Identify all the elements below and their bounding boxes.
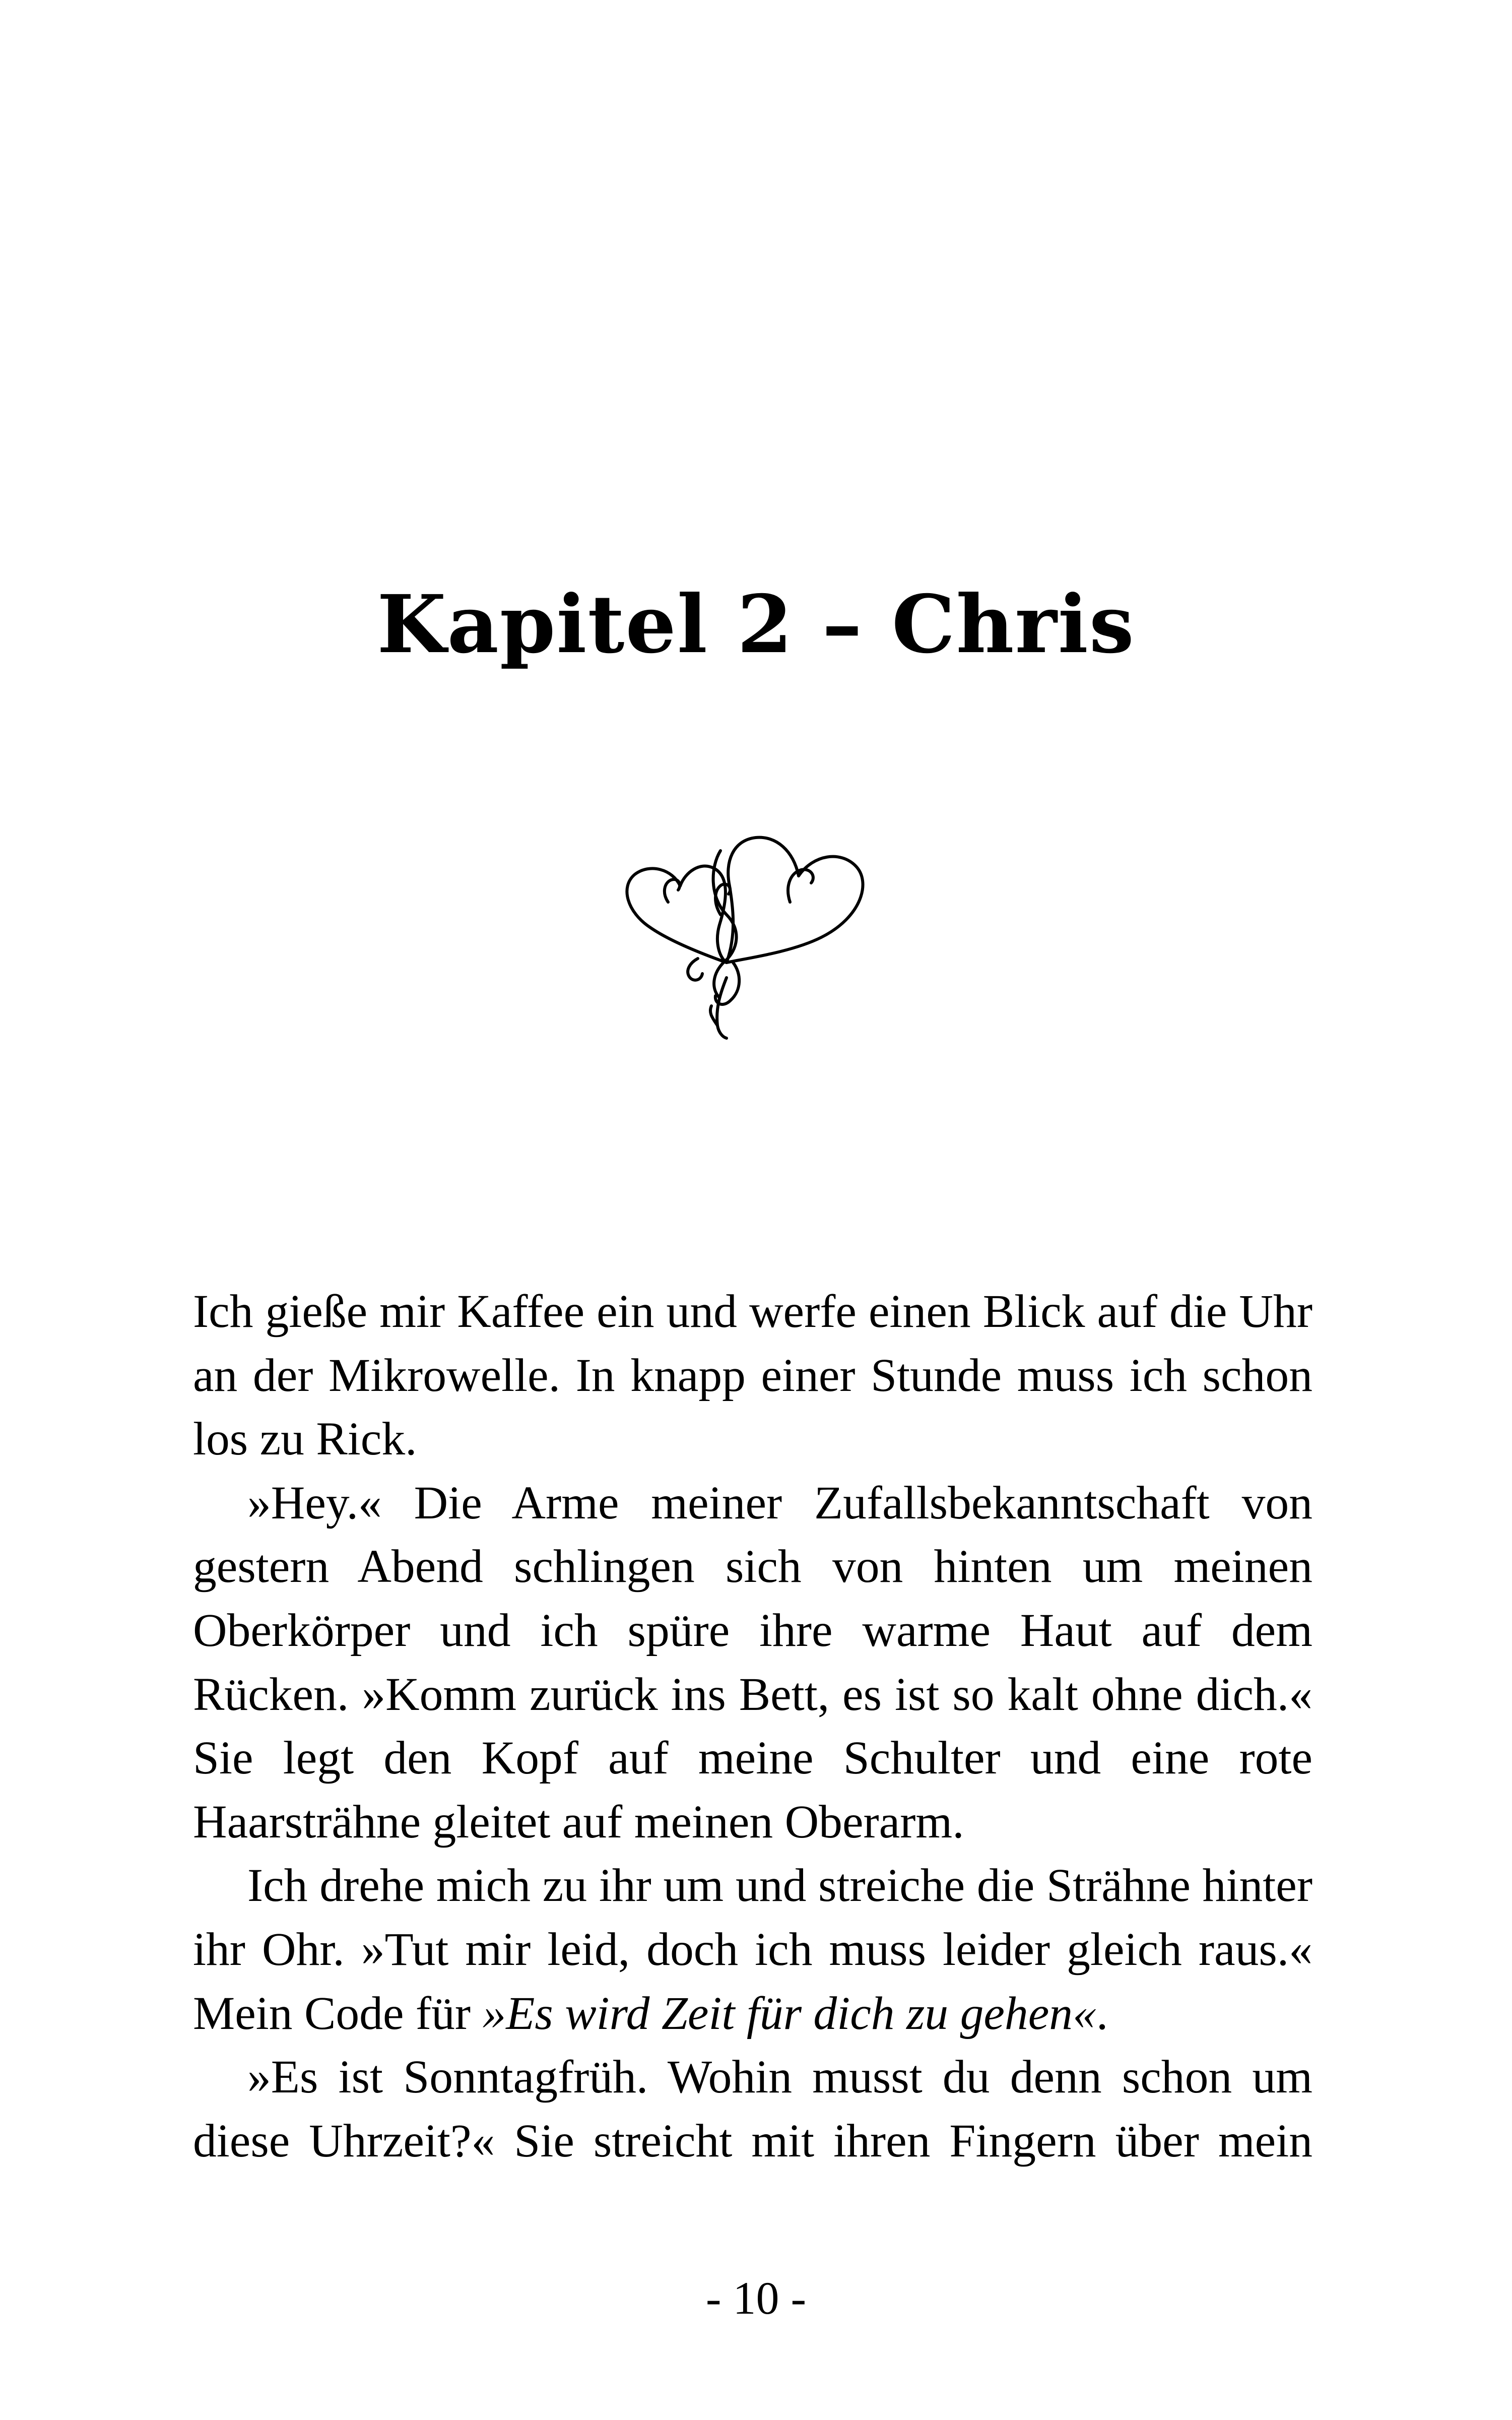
paragraph-text: . xyxy=(1096,1987,1108,2040)
chapter-title: Kapitel 2 – Chris xyxy=(377,578,1135,671)
paragraph-text: Ich drehe mich zu ihr um und streiche die Strähne hinter ihr Ohr. »Tut mir leid, doch ich muss leider gleich raus.« Mein Code für xyxy=(193,1860,1312,2040)
paragraph-text: »Es ist Sonntagfrüh. Wohin musst du denn schon um diese Uhrzeit?« Sie streicht mit ihren Fingern über mein xyxy=(193,2051,1312,2167)
paragraph xyxy=(193,1854,1312,2046)
chapter-body-text xyxy=(193,1280,1312,2173)
italic-quote: »Es wird Zeit für dich zu gehen« xyxy=(482,1987,1096,2040)
double-heart-flourish-icon xyxy=(610,826,882,1048)
paragraph-text: »Hey.« Die Arme meiner Zufallsbekanntschaft von gestern Abend schlingen sich von hinten um meinen Oberkörper und ich spüre ihre warme Haut auf dem Rücken. »Komm zurück ins Bett, es ist so kalt ohne dich.« Sie legt den Kopf auf meine Schulter und eine rote Haarsträhne gleitet auf meinen Oberarm. xyxy=(193,1477,1312,1848)
paragraph xyxy=(193,2046,1312,2173)
paragraph-text: Ich gieße mir Kaffee ein und werfe einen Blick auf die Uhr an der Mikrowelle. In knapp einer Stunde muss ich schon los zu Rick. xyxy=(193,1286,1312,1466)
page-number: - 10 - xyxy=(705,2272,807,2324)
paragraph xyxy=(193,1472,1312,1855)
paragraph xyxy=(193,1280,1312,1472)
